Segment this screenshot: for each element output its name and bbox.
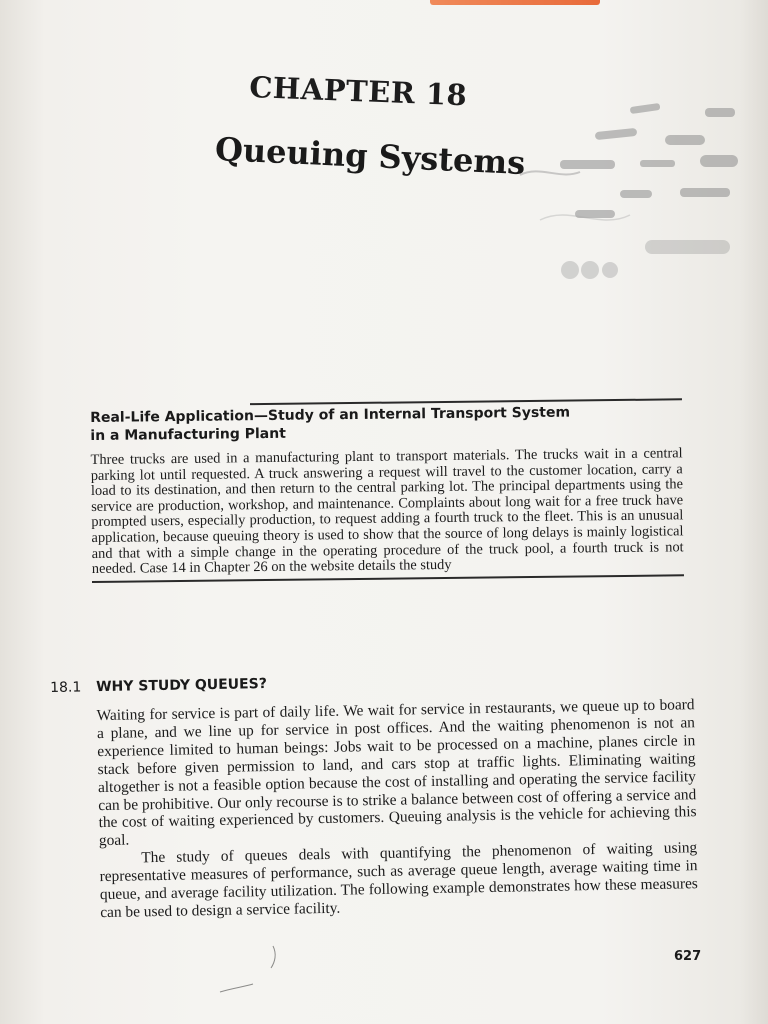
section-18-1 [50, 668, 714, 923]
pen-mark [215, 940, 295, 1000]
orange-cover-edge [430, 0, 600, 5]
paragraph: The study of queues deals with quantifying the phenomenon of waiting using representative measures of performance, such as average queue length, average waiting time in queue, and average facility utilization. The following example demonstrates how these measures can be used to design a service facility. [99, 839, 698, 922]
real-life-application-box [90, 398, 684, 582]
chapter-label: CHAPTER 18 [248, 70, 468, 113]
page-number: 627 [674, 949, 702, 964]
section-title: WHY STUDY QUEUES? [95, 676, 268, 696]
paragraph: Waiting for service is part of daily life. We wait for service in restaurants, we queue up to board a plane, and we line up for service in post offices. And the waiting phenomenon is not an experience limited to human beings: Jobs wait to be processed on a machine, planes circle in stack before given permission to land, and cars stop at traffic lights. Eliminating waiting altogether is not a feasible option because the cost of installing and operating the service facility can be prohibitive. Our only recourse is to strike a balance between cost of offering a service and the cost of waiting experienced by customers. Queuing analysis is the vehicle for achieving this goal. [96, 696, 697, 850]
application-heading-line1: Real-Life Application—Study of an Internal Transport System [90, 404, 571, 426]
section-body [97, 696, 699, 922]
section-number: 18.1 [50, 679, 82, 696]
chapter-decoration-graphic [500, 80, 740, 320]
chapter-title: Queuing Systems [214, 130, 527, 183]
section-heading [50, 668, 710, 696]
application-text: Three trucks are used in a manufacturing plant to transport materials. The trucks wait in a central parking lot until requested. A truck answering a request will travel to the customer location, carry a load to its destination, and then return to the central parking lot. The principal departments using the service are production, workshop, and maintenance. Complaints about long wait for a free truck have prompted users, especially production, to request adding a fourth truck to the fleet. This is an unusual application, because queuing theory is used to show that the source of long delays is mainly logistical and that with a simple change in the operating procedure of the truck pool, a fourth truck is not needed. Case 14 in Chapter 26 on the website details the study [90, 445, 684, 578]
application-heading [90, 402, 682, 445]
application-heading-line2: in a Manufacturing Plant [90, 425, 286, 444]
